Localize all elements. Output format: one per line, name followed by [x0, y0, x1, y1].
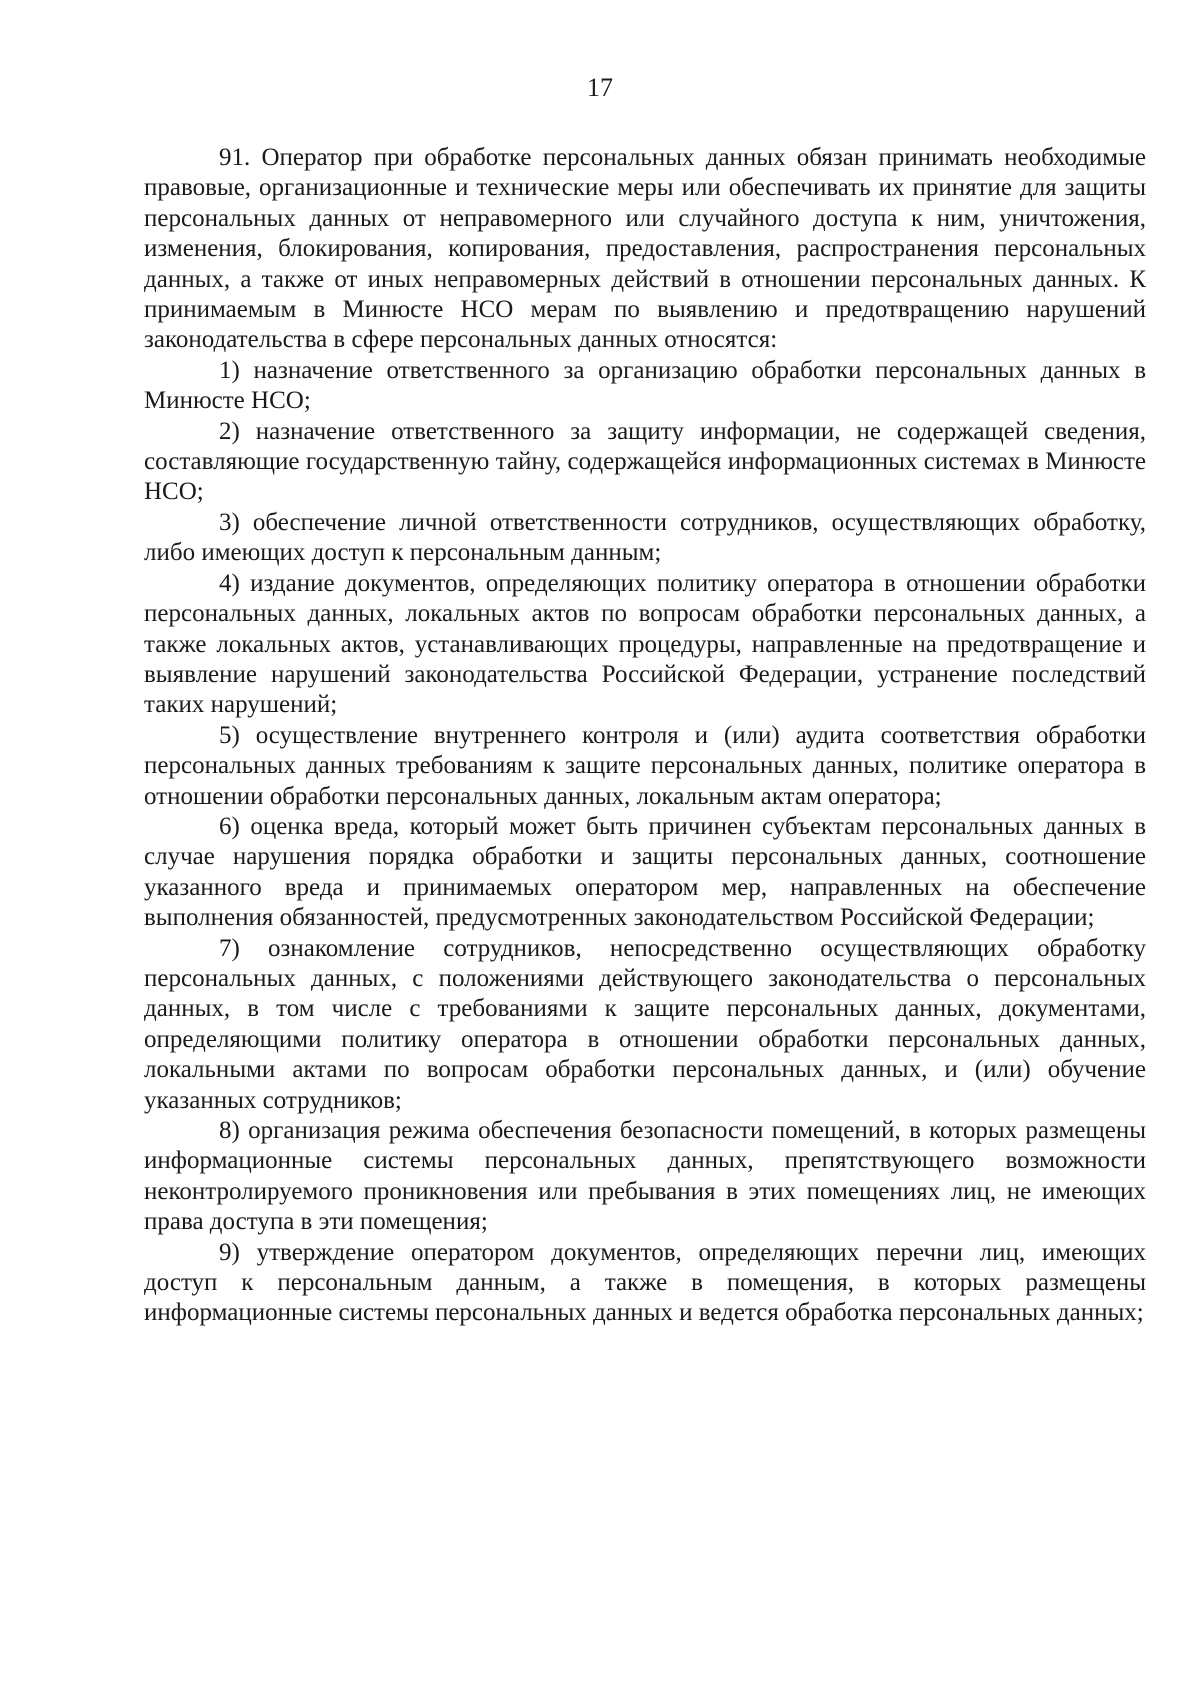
list-item-text: оценка вреда, который может быть причинен субъектам персональных данных в случае нарушения порядка обработки и защиты персональных данных, соотношение указанного вреда и принимаемых оператором мер, направленных на обеспечение выполнения обязанностей, предусмотренных законодательством Российской Федерации;: [144, 812, 1147, 932]
document-body: [144, 143, 1146, 1329]
list-item-number: 8): [219, 1117, 240, 1144]
list-item-text: назначение ответственного за защиту информации, не содержащей сведения, составляющие государственную тайну, содержащейся информационных системах в Минюсте НСО;: [144, 417, 1147, 506]
list-item-number: 5): [219, 721, 240, 749]
list-item-text: организация режима обеспечения безопасности помещений, в которых размещены информационные системы персональных данных, препятствующего возможности неконтролируемого проникновения или пребывания в этих помещениях лиц, не имеющих права доступа в эти помещения;: [144, 1117, 1146, 1236]
list-item-text: назначение ответственного за организацию обработки персональных данных в Минюсте НСО;: [144, 356, 1147, 415]
list-item-3: [144, 508, 1146, 569]
paragraph-91: [144, 143, 1146, 356]
list-item-6: [144, 812, 1146, 934]
list-item-number: 7): [219, 934, 240, 962]
list-item-number: 6): [219, 812, 240, 840]
list-item-1: [144, 356, 1146, 417]
list-item-5: [144, 721, 1146, 812]
list-item-text: осуществление внутреннего контроля и (или) аудита соответствия обработки персональных данных требованиям к защите персональных данных, политике оператора в отношении обработки персональных данных, локальным актам оператора;: [144, 721, 1147, 810]
list-item-text: ознакомление сотрудников, непосредственно осуществляющих обработку персональных данных, с положениями действующего законодательства о персональных данных, в том числе с требованиями к защите персональных данных, документами, определяющими политику оператора в отношении обработки персональных данных, локальными актами по вопросам обработки персональных данных, и (или) обучение указанных сотрудников;: [144, 934, 1146, 1114]
page-number: 17: [587, 73, 613, 102]
list-item-number: 3): [219, 508, 240, 536]
list-item-text: утверждение оператором документов, определяющих перечни лиц, имеющих доступ к персональным данным, а также в помещения, в которых размещены информационные системы персональных данных и ведется обработка персональных данных;: [144, 1238, 1146, 1327]
list-item-4: [144, 569, 1146, 721]
list-item-number: 9): [219, 1238, 240, 1266]
list-item-text: обеспечение личной ответственности сотрудников, осуществляющих обработку, либо имеющих доступ к персональным данным;: [144, 508, 1146, 567]
list-item-8: [144, 1116, 1146, 1238]
list-item-number: 1): [219, 356, 240, 384]
list-item-number: 2): [219, 417, 240, 445]
list-item-number: 4): [219, 569, 240, 597]
paragraph-number: 91.: [219, 144, 251, 171]
list-item-9: [144, 1238, 1146, 1329]
list-item-text: издание документов, определяющих политику оператора в отношении обработки персональных данных, локальных актов по вопросам обработки персональных данных, а также локальных актов, устанавливающих процедуры, направленные на предотвращение и выявление нарушений законодательства Российской Федерации, устранение последствий таких нарушений;: [144, 569, 1146, 719]
list-item-2: [144, 417, 1146, 508]
paragraph-text: Оператор при обработке персональных данных обязан принимать необходимые правовые, организационные и технические меры или обеспечивать их принятие для защиты персональных данных от неправомерного или случайного доступа к ним, уничтожения, изменения, блокирования, копирования, предоставления, распространения персональных данных, а также от иных неправомерных действий в отношении персональных данных. К принимаемым в Минюсте НСО мерам по выявлению и предотвращению нарушений законодательства в сфере персональных данных относятся:: [144, 144, 1147, 354]
list-item-7: [144, 934, 1146, 1116]
